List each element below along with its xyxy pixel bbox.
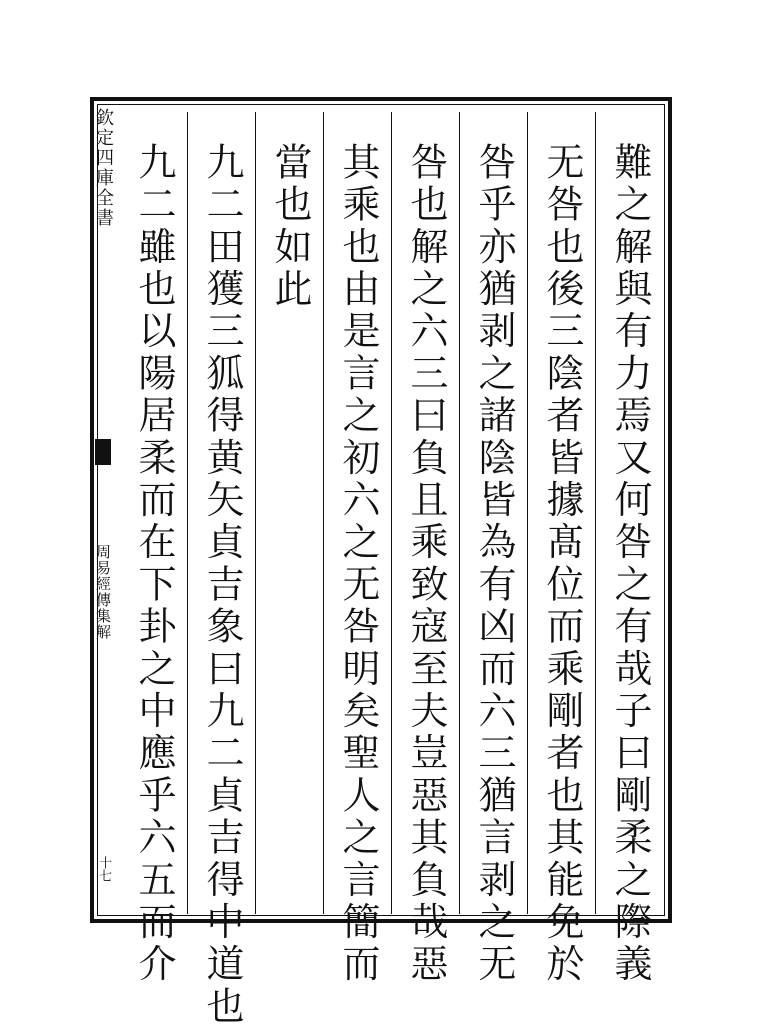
collection-title: 欽定四庫全書 — [93, 108, 114, 228]
column-text: 咎乎亦猶剥之諸陰皆為有凶而六三猶言剥之无 — [472, 142, 516, 986]
text-column — [460, 112, 528, 986]
text-column — [256, 112, 324, 914]
column-text: 咎也解之六三曰負且乘致寇至夫豈惡其負哉惡 — [404, 142, 448, 986]
column-text: 難之解與有力焉又何咎之有哉子曰剛柔之際義 — [608, 142, 652, 986]
page-number: 十七 — [96, 856, 111, 882]
text-columns — [116, 112, 664, 1028]
text-column — [528, 112, 596, 986]
text-column — [324, 112, 392, 986]
column-text: 當也如此 — [268, 142, 312, 311]
text-column — [120, 112, 188, 986]
column-text: 九二田獲三狐得黄矢貞吉象曰九二貞吉得中道也 — [200, 142, 244, 1028]
book-title: 周易經傳集解 — [94, 544, 112, 640]
column-text: 无咎也後三陰者皆據髙位而乘剛者也其能免於 — [540, 142, 584, 986]
text-column — [188, 112, 256, 1028]
text-column — [392, 112, 460, 986]
column-text: 其乘也由是言之初六之无咎明矣聖人之言簡而 — [336, 142, 380, 986]
fish-tail-mark — [95, 439, 111, 465]
text-column — [596, 112, 664, 986]
margin-column — [93, 104, 113, 916]
column-text: 九二雖也以陽居柔而在下卦之中應乎六五而介 — [132, 142, 176, 986]
